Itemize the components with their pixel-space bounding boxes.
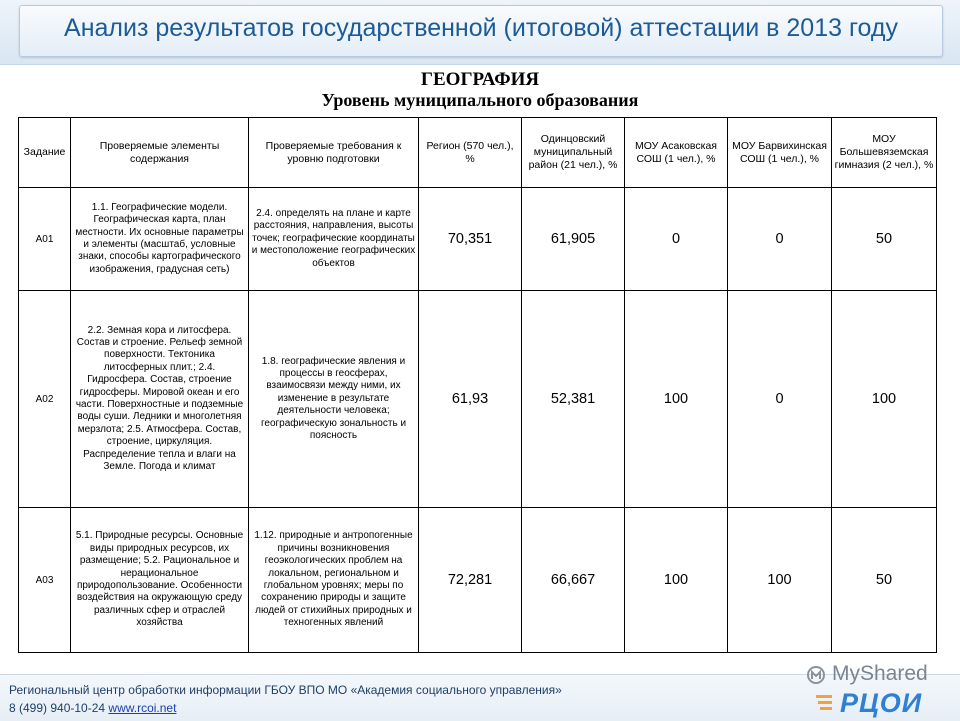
content-cell: 5.1. Природные ресурсы. Основные виды природных ресурсов, их размещение; 5.2. Рациональное и нерациональное природопользование. Особенности воздействия на окружающую среду различных сфер и отраслей хозяйства <box>71 508 249 653</box>
page-title: Анализ результатов государственной (итоговой) аттестации в 2013 году <box>64 14 898 42</box>
myshared-icon <box>806 665 826 685</box>
requirements-cell: 2.4. определять на плане и карте расстояния, направления, высоты точек; географические координаты и местоположение географических объектов <box>249 188 419 291</box>
barvikhinskaya-value: 0 <box>728 291 832 508</box>
asakovskaya-value: 100 <box>625 508 728 653</box>
region-value: 70,351 <box>419 188 522 291</box>
content-cell: 2.2. Земная кора и литосфера. Состав и строение. Рельеф земной поверхности. Тектоника литосферных плит.; 2.4. Гидросфера. Состав, строение гидросферы. Мировой океан и его части. Поверхностные и подземные воды суши. Ледники и многолетняя мерзлота; 2.5. Атмосфера. Состав, строение, циркуляция. Распределение тепла и влаги на Земле. Погода и климат <box>71 291 249 508</box>
col-header-region: Регион (570 чел.), % <box>419 118 522 188</box>
region-value: 61,93 <box>419 291 522 508</box>
subject-heading: ГЕОГРАФИЯ <box>420 69 540 90</box>
logo-stripes-icon <box>816 692 836 712</box>
requirements-cell: 1.8. географические явления и процессы в геосферах, взаимосвязи между ними, их изменение в результате деятельности человека; географическую зональность и поясность <box>249 291 419 508</box>
table-row <box>19 188 937 291</box>
district-value: 52,381 <box>522 291 625 508</box>
district-value: 61,905 <box>522 188 625 291</box>
title-panel <box>19 5 943 57</box>
region-value: 72,281 <box>419 508 522 653</box>
bolshevyazemskaya-value: 50 <box>832 188 937 291</box>
content-cell: 1.1. Географические модели. Географическая карта, план местности. Их основные параметры и элементы (масштаб, условные знаки, способы картографического изображения, градусная сеть) <box>71 188 249 291</box>
col-header-barvikhinskaya: МОУ Барвихинская СОШ (1 чел.), % <box>728 118 832 188</box>
task-cell: А03 <box>19 508 71 653</box>
table-row <box>19 291 937 508</box>
requirements-cell: 1.12. природные и антропогенные причины возникновения геоэкологических проблем на локальном, региональном и глобальном уровнях; меры по сохранению природы и защите людей от стихийных природных и техногенных явлений <box>249 508 419 653</box>
watermark-text: MyShared <box>832 662 928 685</box>
rcoi-logo <box>818 688 948 716</box>
table-header-row <box>19 118 937 188</box>
barvikhinskaya-value: 100 <box>728 508 832 653</box>
col-header-task: Задание <box>19 118 71 188</box>
table-row <box>19 508 937 653</box>
level-heading: Уровень муниципального образования <box>321 90 639 110</box>
district-value: 66,667 <box>522 508 625 653</box>
footer-link[interactable]: www.rcoi.net <box>108 701 177 715</box>
watermark <box>832 662 928 688</box>
footer-contacts <box>9 701 176 715</box>
results-table <box>18 117 937 653</box>
task-cell: А02 <box>19 291 71 508</box>
footer-phone: 8 (499) 940-10-24 <box>9 701 106 715</box>
asakovskaya-value: 0 <box>625 188 728 291</box>
col-header-requirements: Проверяемые требования к уровню подготовки <box>249 118 419 188</box>
col-header-bolshevyazemskaya: МОУ Большевяземская гимназия (2 чел.), % <box>832 118 937 188</box>
header-bar <box>0 0 960 65</box>
asakovskaya-value: 100 <box>625 291 728 508</box>
bolshevyazemskaya-value: 50 <box>832 508 937 653</box>
logo-text: РЦОИ <box>840 688 923 718</box>
footer-organization: Региональный центр обработки информации ГБОУ ВПО МО «Академия социального управления» <box>9 683 562 697</box>
barvikhinskaya-value: 0 <box>728 188 832 291</box>
col-header-content: Проверяемые элементы содержания <box>71 118 249 188</box>
bolshevyazemskaya-value: 100 <box>832 291 937 508</box>
col-header-asakovskaya: МОУ Асаковская СОШ (1 чел.), % <box>625 118 728 188</box>
task-cell: А01 <box>19 188 71 291</box>
col-header-district: Одинцовский муниципальный район (21 чел.), % <box>522 118 625 188</box>
